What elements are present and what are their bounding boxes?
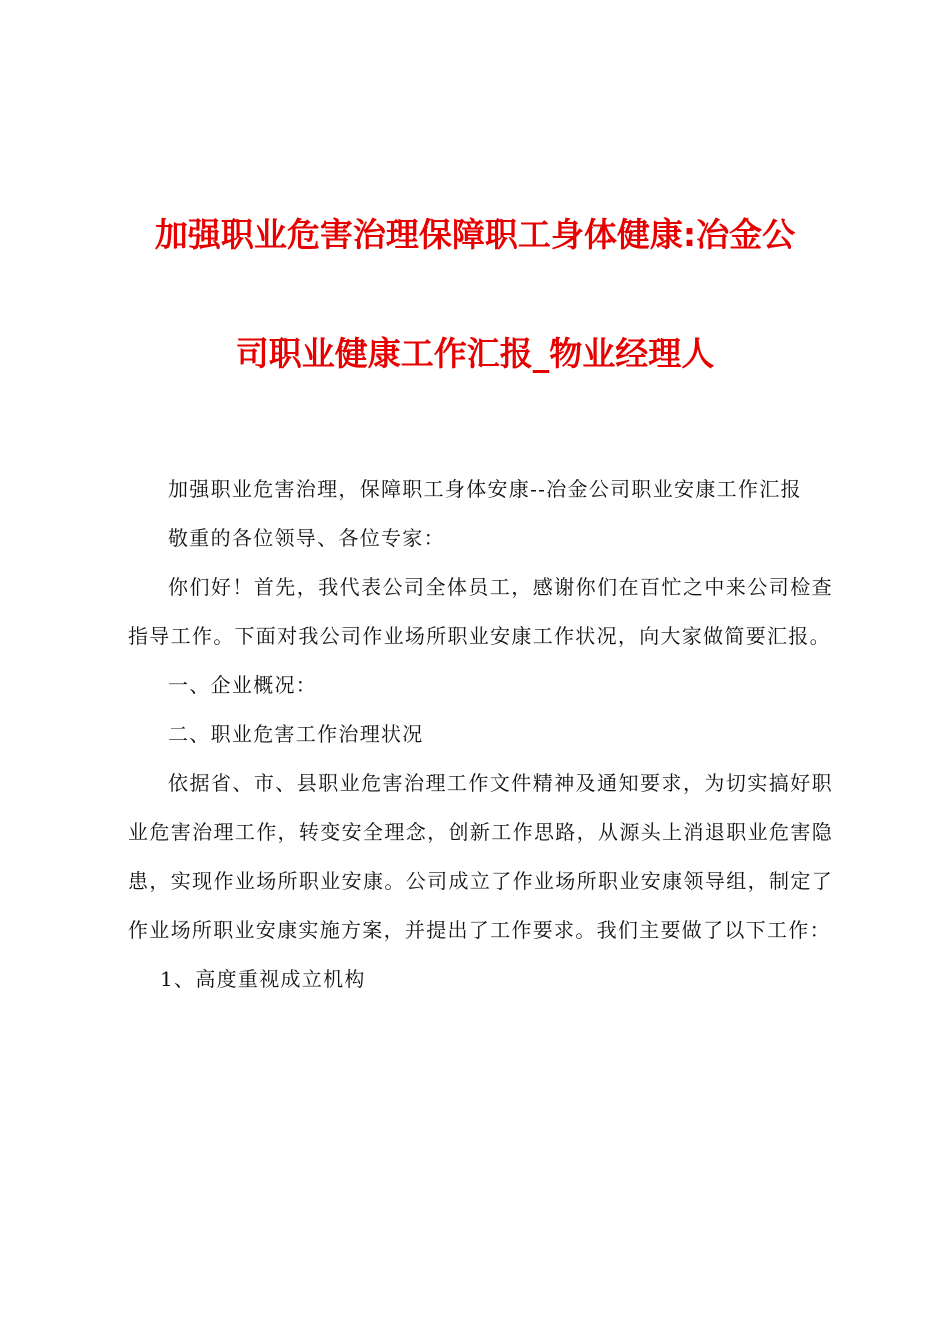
subsection-heading-organization: 1、高度重视成立机构 [160, 967, 366, 991]
document-body [128, 465, 833, 1004]
paragraph-management-detail: 依据省、市、县职业危害治理工作文件精神及通知要求，为切实搞好职业危害治理工作，转变安全理念，创新工作思路，从源头上消退职业危害隐患，实现作业场所职业安康。公司成立了作业场所职业安康领导组，制定了作业场所职业安康实施方案，并提出了工作要求。我们主要做了以下工作： [128, 771, 833, 942]
section-heading-management: 二、职业危害工作治理状况 [168, 722, 424, 746]
document-title-line-1: 加强职业危害治理保障职工身体健康:冶金公 [154, 215, 796, 254]
section-heading-overview: 一、企业概况： [168, 673, 318, 697]
paragraph-greeting: 你们好！首先，我代表公司全体员工，感谢你们在百忙之中来公司检查指导工作。下面对我公司作业场所职业安康工作状况，向大家做简要汇报。 [128, 575, 833, 648]
document-title-line-2: 司职业健康工作汇报_物业经理人 [235, 334, 715, 373]
paragraph-heading: 加强职业危害治理，保障职工身体安康--冶金公司职业安康工作汇报 [168, 477, 802, 501]
paragraph-salutation: 敬重的各位领导、各位专家： [168, 526, 445, 550]
